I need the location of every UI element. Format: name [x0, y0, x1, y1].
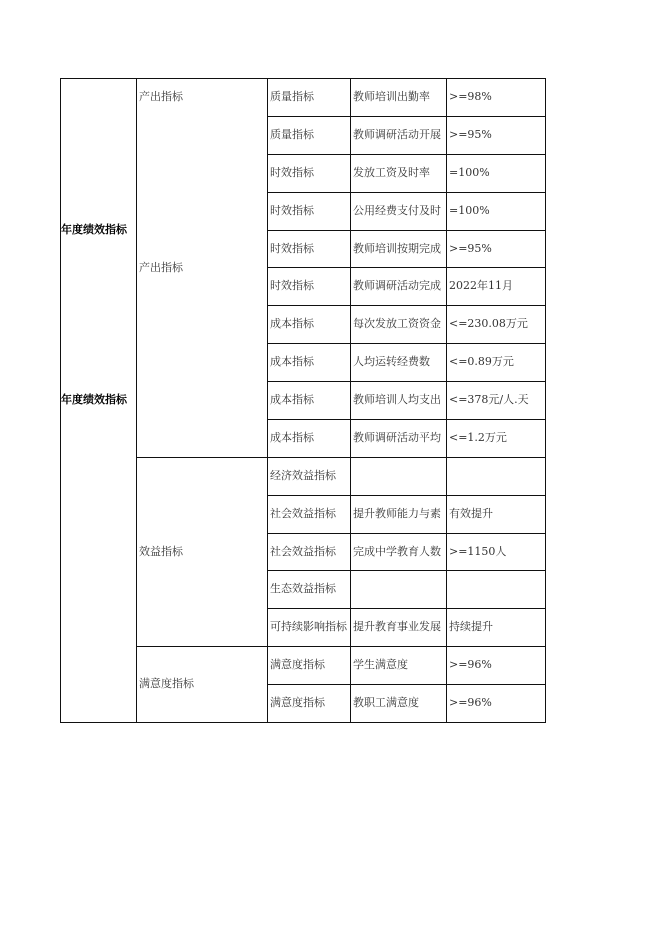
table-cell-indicator — [350, 684, 447, 723]
cell-text-value: <=0.89万元 — [449, 355, 514, 369]
cell-text-category: 满意度指标 — [270, 696, 325, 710]
table-cell-value — [446, 78, 546, 117]
cell-text-category: 时效指标 — [270, 279, 314, 293]
cell-text-indicator: 教师调研活动开展 — [353, 127, 441, 141]
cell-text-indicator: 公用经费支付及时 — [353, 203, 441, 217]
table-cell-category — [267, 381, 351, 420]
cell-text-indicator: 教职工满意度 — [353, 696, 419, 710]
cell-text-value: >=96% — [449, 696, 492, 710]
table-cell-indicator — [350, 533, 447, 572]
cell-text-category: 时效指标 — [270, 165, 314, 179]
table-cell-indicator — [350, 570, 447, 609]
table-cell-indicator — [350, 267, 447, 306]
cell-text-category: 成本指标 — [270, 317, 314, 331]
table-cell-value — [446, 230, 546, 269]
cell-text-category: 成本指标 — [270, 430, 314, 444]
table-cell-indicator — [350, 495, 447, 534]
cell-text-category: 社会效益指标 — [270, 544, 336, 558]
cell-text-category: 可持续影响指标 — [270, 620, 347, 634]
table-cell-category — [267, 495, 351, 534]
cell-text-value: 持续提升 — [449, 620, 493, 634]
cell-text-value: >=1150人 — [449, 544, 507, 558]
cell-text-value: 有效提升 — [449, 506, 493, 520]
output-indicator-label: 产出指标 — [139, 90, 183, 103]
table-cell-category — [267, 78, 351, 117]
table-cell-value — [446, 570, 546, 609]
table-cell-indicator — [350, 381, 447, 420]
table-cell-indicator — [350, 646, 447, 685]
table-cell-value — [446, 495, 546, 534]
cell-text-indicator: 教师调研活动完成 — [353, 279, 441, 293]
satisfaction-indicator-label: 满意度指标 — [139, 677, 194, 690]
cell-text-category: 生态效益指标 — [270, 582, 336, 596]
table-cell-category — [267, 457, 351, 496]
cell-text-indicator: 提升教育事业发展 — [353, 620, 441, 634]
cell-text-category: 经济效益指标 — [270, 468, 336, 482]
table-cell-category — [267, 343, 351, 382]
table-cell-indicator — [350, 116, 447, 155]
cell-text-category: 时效指标 — [270, 203, 314, 217]
table-cell-indicator — [350, 154, 447, 193]
cell-text-category: 时效指标 — [270, 241, 314, 255]
table-cell-value — [446, 343, 546, 382]
cell-text-category: 成本指标 — [270, 355, 314, 369]
benefit-indicator-label: 效益指标 — [139, 545, 183, 558]
cell-text-category: 质量指标 — [270, 127, 314, 141]
table-cell-indicator — [350, 305, 447, 344]
cell-text-value: <=230.08万元 — [449, 317, 528, 331]
level1-label: 年度绩效指标 — [61, 393, 127, 406]
cell-text-value: <=1.2万元 — [449, 430, 507, 444]
table-cell-value — [446, 381, 546, 420]
table-cell-category — [267, 305, 351, 344]
table-cell-indicator — [350, 608, 447, 647]
table-cell-value — [446, 305, 546, 344]
cell-text-category: 成本指标 — [270, 393, 314, 407]
table-cell-category — [267, 267, 351, 306]
cell-text-category: 满意度指标 — [270, 658, 325, 672]
table-cell-value — [446, 684, 546, 723]
cell-text-value: >=95% — [449, 127, 492, 141]
table-cell-value — [446, 267, 546, 306]
cell-text-indicator: 教师培训按期完成 — [353, 241, 441, 255]
cell-text-indicator: 教师培训出勤率 — [353, 90, 430, 103]
level1-label: 年度绩效指标 — [61, 223, 127, 236]
cell-text-value: =100% — [449, 165, 490, 179]
table-cell-category — [267, 608, 351, 647]
cell-text-value: <=378元/人.天 — [449, 393, 529, 407]
cell-text-indicator: 学生满意度 — [353, 658, 408, 672]
cell-text-value: >=96% — [449, 658, 492, 672]
table-cell-value — [446, 646, 546, 685]
table-cell-indicator — [350, 192, 447, 231]
cell-text-indicator: 教师培训人均支出 — [353, 393, 441, 407]
table-cell-indicator — [350, 457, 447, 496]
cell-text-category: 质量指标 — [270, 90, 314, 103]
table-cell-value — [446, 154, 546, 193]
table-cell-category — [267, 230, 351, 269]
cell-text-category: 社会效益指标 — [270, 506, 336, 520]
table-cell-value — [446, 419, 546, 458]
table-cell-value — [446, 192, 546, 231]
table-cell-category — [267, 570, 351, 609]
table-cell-category — [267, 684, 351, 723]
table-cell-category — [267, 192, 351, 231]
cell-text-indicator: 发放工资及时率 — [353, 165, 430, 179]
cell-text-value: =100% — [449, 203, 490, 217]
cell-text-value: 2022年11月 — [449, 279, 513, 293]
table-cell-indicator — [350, 230, 447, 269]
table-cell-category — [267, 419, 351, 458]
cell-text-indicator: 完成中学教育人数 — [353, 544, 441, 558]
cell-text-indicator: 人均运转经费数 — [353, 355, 430, 369]
cell-text-value: >=95% — [449, 241, 492, 255]
table-cell-value — [446, 533, 546, 572]
table-cell-category — [267, 646, 351, 685]
cell-text-value: >=98% — [449, 90, 492, 103]
cell-text-indicator: 每次发放工资资金 — [353, 317, 441, 331]
table-cell-category — [267, 154, 351, 193]
table-cell-value — [446, 457, 546, 496]
table-cell-value — [446, 116, 546, 155]
cell-text-indicator: 提升教师能力与素 — [353, 506, 441, 520]
cell-text-indicator: 教师调研活动平均 — [353, 430, 441, 444]
table-cell-value — [446, 608, 546, 647]
table-cell-indicator — [350, 343, 447, 382]
table-cell-category — [267, 116, 351, 155]
table-cell-indicator — [350, 419, 447, 458]
table-cell-category — [267, 533, 351, 572]
table-cell-indicator — [350, 78, 447, 117]
output-indicator-label: 产出指标 — [139, 261, 183, 274]
